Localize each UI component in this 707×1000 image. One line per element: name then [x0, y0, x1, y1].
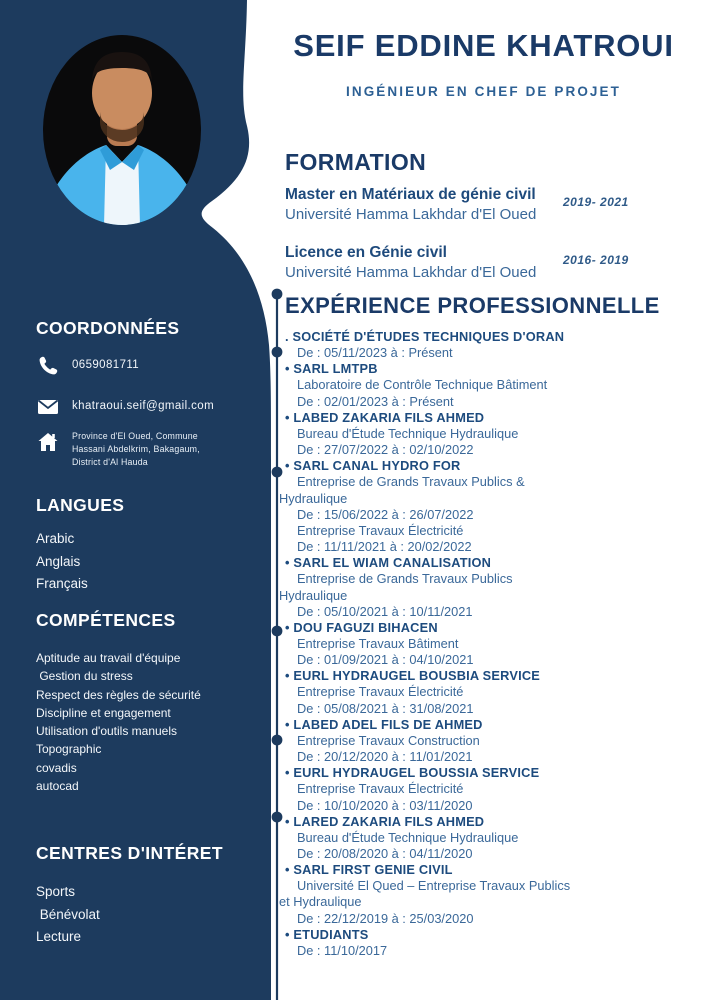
experience-date: De : 05/10/2021 à : 10/11/2021 [297, 603, 473, 619]
experience-company: • SARL LMTPB [285, 361, 378, 377]
experience-company: • EURL HYDRAUGEL BOUSBIA SERVICE [285, 668, 541, 684]
formation-entry [285, 186, 700, 223]
phone-icon [36, 354, 60, 378]
skill-item: autocad [36, 779, 79, 794]
experience-desc: Bureau d'Étude Technique Hydraulique [297, 829, 519, 845]
experience-date: De : 05/08/2021 à : 31/08/2021 [297, 700, 474, 716]
address-line: Province d'El Oued, Commune [72, 431, 198, 441]
skill-item: Respect des règles de sécurité [36, 687, 201, 702]
experience-date: De : 11/11/2021 à : 20/02/2022 [297, 539, 472, 555]
centres-heading: CENTRES D'INTÉRET [36, 843, 223, 863]
skill-item: Aptitude au travail d'équipe [36, 651, 181, 665]
experience-date: De : 22/12/2019 à : 25/03/2020 [297, 910, 474, 926]
experience-desc: Hydraulique [279, 490, 348, 506]
experience-desc: Entreprise Travaux Construction [297, 732, 480, 748]
address-text [72, 430, 200, 469]
experience-company: • ETUDIANTS [285, 926, 369, 942]
phone-row [36, 354, 246, 378]
interest-item: Lecture [36, 929, 82, 944]
experience-company: • EURL HYDRAUGEL BOUSSIA SERVICE [285, 765, 540, 781]
experience-date: De : 20/08/2020 à : 04/11/2020 [297, 846, 473, 861]
experience-company: • LARED ZAKARIA FILS AHMED [285, 813, 485, 829]
language-item: Anglais [36, 553, 81, 569]
experience-desc: Entreprise Travaux Électricité [297, 781, 464, 797]
experience-desc: Entreprise de Grands Travaux Publics & [297, 474, 525, 490]
experience-company: . SOCIÉTÉ D'ÉTUDES TECHNIQUES D'ORAN [285, 329, 565, 344]
address-line: Hassani Abdelkrim, Bakagaum, [72, 444, 200, 454]
langues-list [36, 528, 88, 596]
skill-item: Gestion du stress [36, 669, 133, 684]
experience-date: De : 01/09/2021 à : 04/10/2021 [297, 652, 474, 668]
language-item: Arabic [36, 531, 75, 546]
skill-item: covadis [36, 760, 77, 775]
formation-dates: 2019- 2021 [563, 195, 629, 209]
experience-company: • LABED ZAKARIA FILS AHMED [285, 409, 485, 425]
experience-date: De : 15/06/2022 à : 26/07/2022 [297, 506, 474, 522]
coordonnees-heading: COORDONNÉES [36, 318, 180, 338]
experience-date: De : 20/12/2020 à : 11/01/2021 [297, 749, 473, 765]
school-name: Université Hamma Lakhdar d'El Oued [285, 206, 537, 223]
experience-company: • SARL EL WIAM CANALISATION [285, 555, 492, 571]
experience-desc: Bureau d'Étude Technique Hydraulique [297, 425, 519, 441]
job-title: INGÉNIEUR EN CHEF DE PROJET [346, 84, 621, 99]
email-address: khatraoui.seif@gmail.com [72, 400, 215, 412]
experience-desc: et Hydraulique [279, 894, 362, 910]
phone-number: 0659081711 [72, 359, 140, 371]
experience-desc: Université El Qued – Entreprise Travaux Publics [297, 878, 571, 894]
language-item: Français [36, 576, 88, 591]
experience-timeline [272, 289, 283, 1000]
skill-item: Topographic [36, 742, 102, 757]
email-row [36, 395, 246, 419]
experience-desc: Entreprise Travaux Électricité [297, 522, 464, 538]
school-name: Université Hamma Lakhdar d'El Oued [285, 264, 537, 281]
competences-heading: COMPÉTENCES [36, 610, 176, 630]
address-row [36, 430, 251, 469]
address-line: District d'Al Hauda [72, 457, 148, 467]
experience-desc: Laboratoire de Contrôle Technique Bâtiment [297, 377, 548, 393]
experience-company: • SARL FIRST GENIE CIVIL [285, 862, 453, 878]
experience-desc: Entreprise Travaux Électricité [297, 684, 464, 700]
experience-date: De : 11/10/2017 [297, 942, 388, 958]
experience-company: • DOU FAGUZI BIHACEN [285, 619, 438, 635]
experience-list [279, 329, 693, 959]
langues-heading: LANGUES [36, 495, 125, 515]
competences-list [36, 649, 201, 795]
skill-item: Utilisation d'outils manuels [36, 724, 178, 739]
interest-item: Bénévolat [36, 906, 100, 922]
degree-title: Licence en Génie civil [285, 244, 447, 261]
interest-item: Sports [36, 884, 76, 899]
home-icon [36, 430, 60, 454]
skill-item: Discipline et engagement [36, 705, 171, 720]
formation-heading: FORMATION [285, 149, 427, 175]
experience-company: • SARL CANAL HYDRO FOR [285, 458, 461, 474]
formation-dates: 2016- 2019 [563, 253, 629, 267]
email-icon [36, 395, 60, 419]
experience-desc: Entreprise Travaux Bâtiment [297, 635, 459, 651]
page-title: SEIF EDDINE KHATROUI [293, 28, 674, 63]
experience-company: • LABED ADEL FILS DE AHMED [285, 716, 483, 732]
experience-desc: Hydraulique [279, 587, 348, 603]
experience-date: De : 27/07/2022 à : 02/10/2022 [297, 442, 474, 458]
experience-date: De : 02/01/2023 à : Présent [297, 393, 454, 409]
experience-date: De : 05/11/2023 à : Présent [297, 345, 453, 361]
centres-list [36, 881, 100, 949]
experience-heading: EXPÉRIENCE PROFESSIONNELLE [285, 293, 660, 318]
degree-title: Master en Matériaux de génie civil [285, 186, 536, 203]
experience-date: De : 10/10/2020 à : 03/11/2020 [297, 797, 473, 813]
experience-desc: Entreprise de Grands Travaux Publics [297, 571, 513, 587]
formation-entry [285, 244, 700, 281]
